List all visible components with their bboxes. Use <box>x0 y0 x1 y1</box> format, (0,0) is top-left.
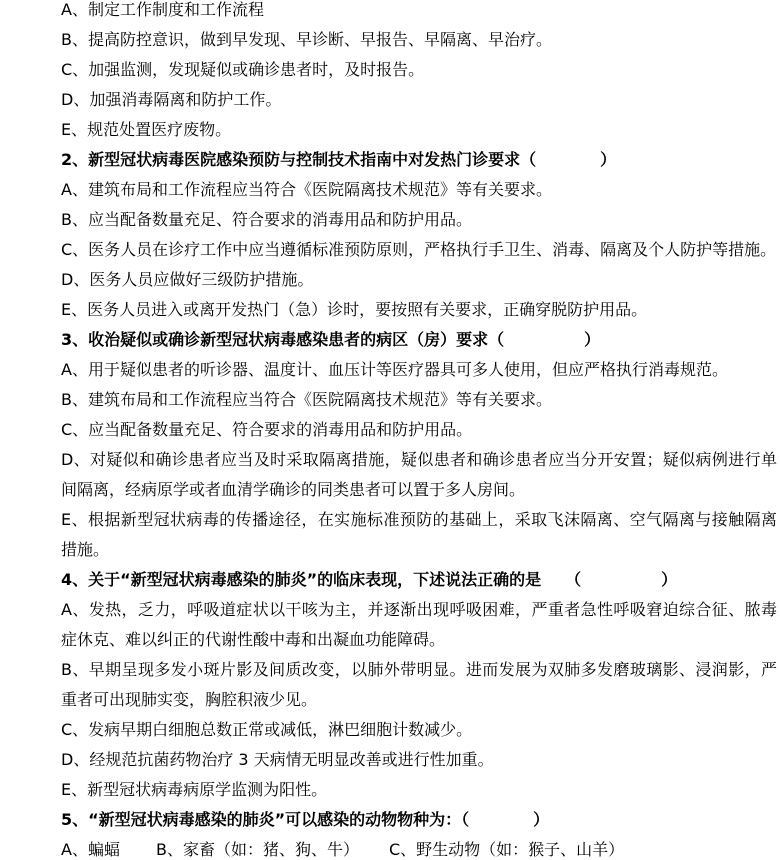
question-3-option-e <box>61 510 779 560</box>
question-2-option-e: E、医务人员进入或离开发热门（急）诊时，要按照有关要求，正确穿脱防护用品。 <box>61 300 648 319</box>
question-2-stem: 2、新型冠状病毒医院感染预防与控制技术指南中对发热门诊要求（ ） <box>61 150 617 169</box>
question-4 <box>61 570 779 800</box>
question-4-option-a <box>61 600 779 650</box>
question-4-option-b-line-2: 重者可出现肺实变，胸腔积液少见。 <box>61 690 318 709</box>
question-5-stem: 5、“新型冠状病毒感染的肺炎”可以感染的动物物种为：（ ） <box>61 810 550 829</box>
question-3-option-d-line-1: D、对疑似和确诊患者应当及时采取隔离措施，疑似患者和确诊患者应当分开安置；疑似病例进行单 <box>61 450 777 469</box>
question-1-option-e: E、规范处置医疗废物。 <box>61 120 232 139</box>
question-3-option-d <box>61 450 779 500</box>
question-1-option-a: A、制定工作制度和工作流程 <box>61 0 264 19</box>
question-3 <box>61 330 779 560</box>
question-5-option-a: A、蝙蝠 <box>61 840 120 859</box>
question-2-option-a: A、建筑布局和工作流程应当符合《医院隔离技术规范》等有关要求。 <box>61 180 552 199</box>
question-5 <box>61 810 779 860</box>
question-5-options <box>61 840 779 860</box>
question-5-option-c: C、野生动物（如：猴子、山羊） <box>389 840 625 859</box>
question-2-option-d: D、医务人员应做好三级防护措施。 <box>61 270 314 289</box>
question-3-option-a: A、用于疑似患者的听诊器、温度计、血压计等医疗器具可多人使用，但应严格执行消毒规范。 <box>61 360 728 379</box>
question-1 <box>61 0 779 140</box>
question-4-option-a-line-2: 症休克、难以纠正的代谢性酸中毒和出凝血功能障碍。 <box>61 630 446 649</box>
question-4-stem: 4、关于“新型冠状病毒感染的肺炎”的临床表现，下述说法正确的是 （ ） <box>61 570 678 589</box>
question-1-option-b: B、提高防控意识，做到早发现、早诊断、早报告、早隔离、早治疗。 <box>61 30 552 49</box>
question-4-option-c: C、发病早期白细胞总数正常或减低，淋巴细胞计数减少。 <box>61 720 473 739</box>
question-4-option-e: E、新型冠状病毒病原学监测为阳性。 <box>61 780 328 799</box>
question-3-stem: 3、收治疑似或确诊新型冠状病毒感染患者的病区（房）要求（ ） <box>61 330 601 349</box>
question-2 <box>61 150 779 320</box>
question-4-option-b-line-1: B、早期呈现多发小斑片影及间质改变，以肺外带明显。进而发展为双肺多发磨玻璃影、浸润影，严 <box>61 660 777 679</box>
question-5-option-b: B、家畜（如：猪、狗、牛） <box>156 840 359 859</box>
question-4-option-d: D、经规范抗菌药物治疗 3 天病情无明显改善或进行性加重。 <box>61 750 494 769</box>
question-2-option-c: C、医务人员在诊疗工作中应当遵循标准预防原则，严格执行手卫生、消毒、隔离及个人防护等措施。 <box>61 240 777 259</box>
question-3-option-b: B、建筑布局和工作流程应当符合《医院隔离技术规范》等有关要求。 <box>61 390 552 409</box>
question-3-option-d-line-2: 间隔离，经病原学或者血清学确诊的同类患者可以置于多人房间。 <box>61 480 526 499</box>
question-3-option-e-line-1: E、根据新型冠状病毒的传播途径，在实施标准预防的基础上，采取飞沫隔离、空气隔离与接触隔离 <box>61 510 777 529</box>
question-3-option-c: C、应当配备数量充足、符合要求的消毒用品和防护用品。 <box>61 420 473 439</box>
document-page <box>61 0 779 860</box>
question-1-option-c: C、加强监测，发现疑似或确诊患者时，及时报告。 <box>61 60 425 79</box>
question-4-option-a-line-1: A、发热，乏力，呼吸道症状以干咳为主，并逐渐出现呼吸困难，严重者急性呼吸窘迫综合征、脓毒 <box>61 600 777 619</box>
question-4-option-b <box>61 660 779 710</box>
question-1-option-d: D、加强消毒隔离和防护工作。 <box>61 90 282 109</box>
question-2-option-b: B、应当配备数量充足、符合要求的消毒用品和防护用品。 <box>61 210 472 229</box>
question-3-option-e-line-2: 措施。 <box>61 540 110 559</box>
